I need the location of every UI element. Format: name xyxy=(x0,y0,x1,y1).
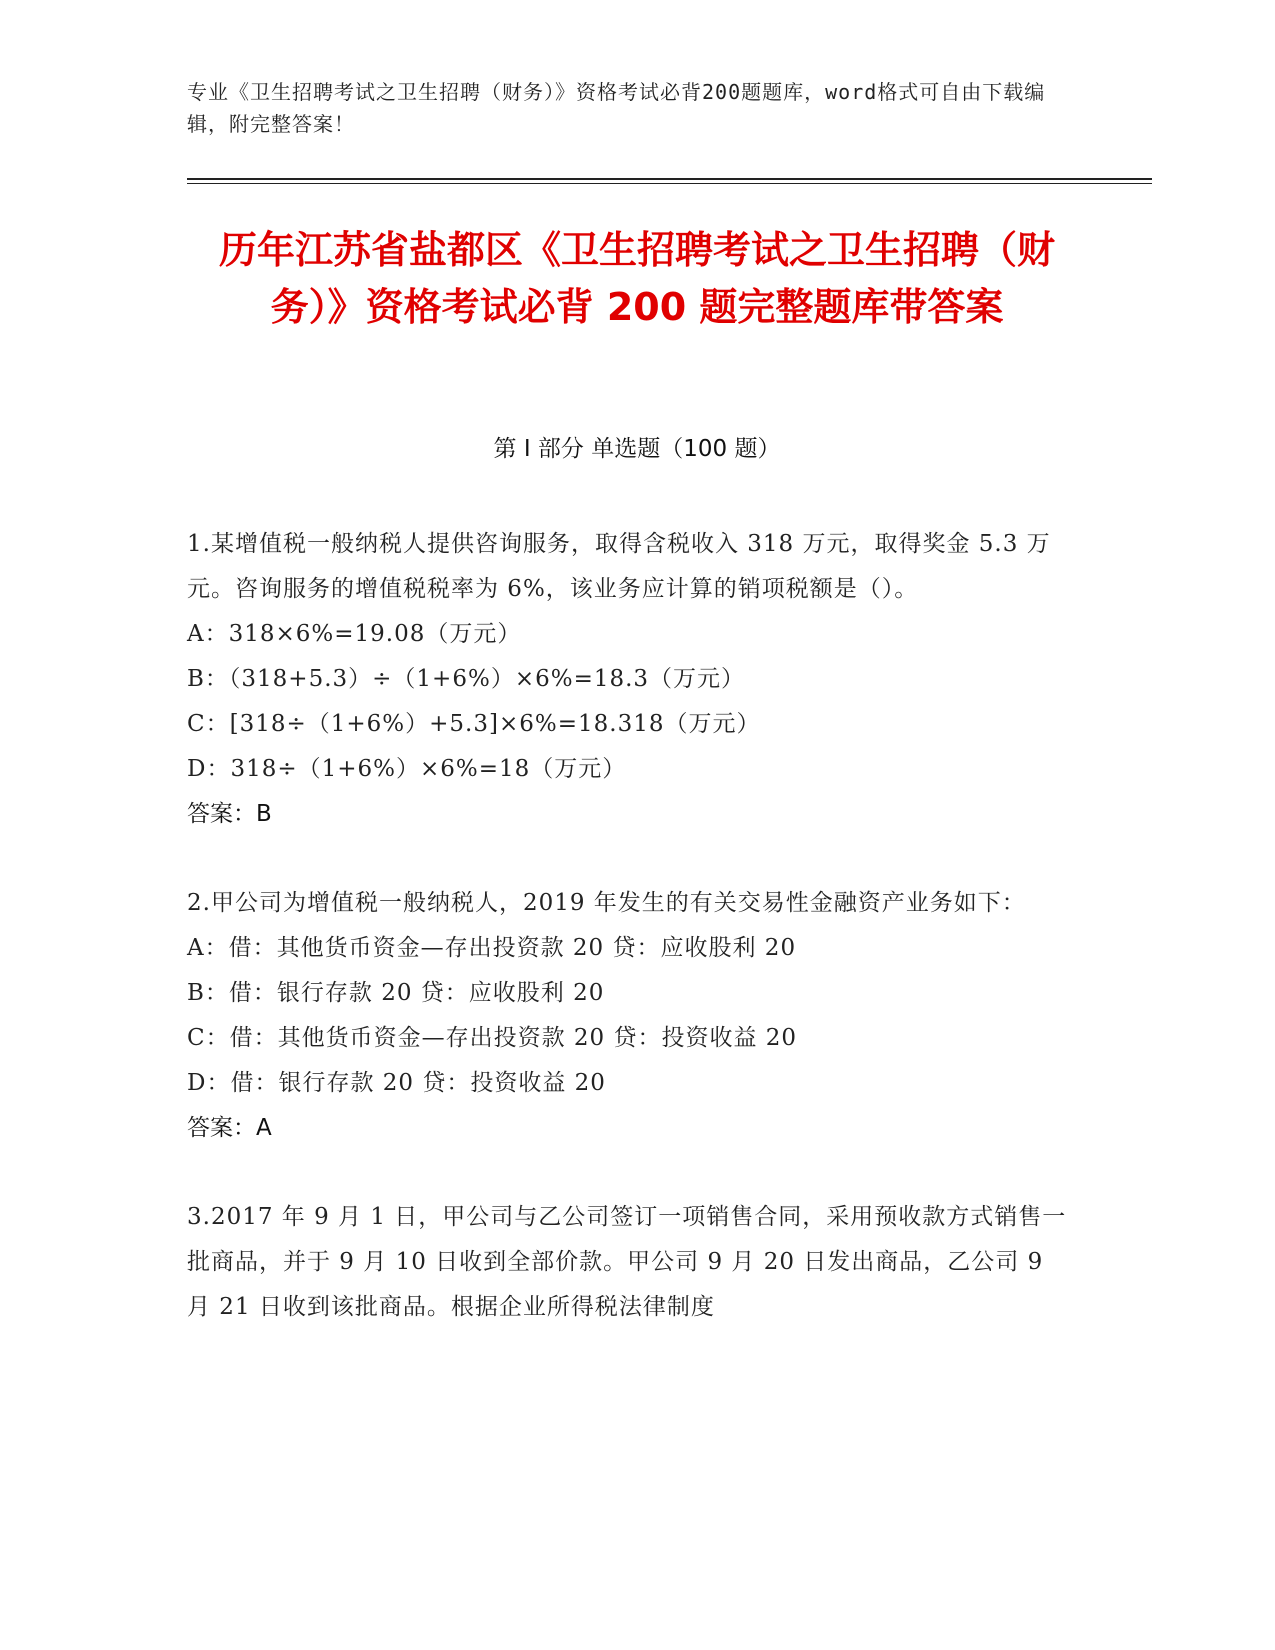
option-d: D：318÷（1+6%）×6%=18（万元） xyxy=(187,756,627,782)
header-divider-thin xyxy=(187,183,1152,184)
option-b: B：借：银行存款 20 贷：应收股利 20 xyxy=(187,980,605,1006)
header-divider-thick xyxy=(187,178,1152,180)
answer: 答案：A xyxy=(187,1115,272,1141)
question-3 xyxy=(187,1195,1067,1330)
question-2 xyxy=(187,881,1067,1151)
option-c: C：借：其他货币资金—存出投资款 20 贷：投资收益 20 xyxy=(187,1025,798,1051)
question-list xyxy=(187,522,1067,1374)
answer: 答案：B xyxy=(187,801,272,827)
question-stem: 3.2017 年 9 月 1 日，甲公司与乙公司签订一项销售合同，采用预收款方式销售一批商品，并于 9 月 10 日收到全部价款。甲公司 9 月 20 日发出商品，乙公司 9 月 21 日收到该批商品。根据企业所得税法律制度 xyxy=(187,1204,1067,1320)
option-b: B：（318+5.3）÷（1+6%）×6%=18.3（万元） xyxy=(187,666,746,692)
question-1 xyxy=(187,522,1067,837)
option-a: A：借：其他货币资金—存出投资款 20 贷：应收股利 20 xyxy=(187,935,797,961)
question-stem: 1.某增值税一般纳税人提供咨询服务，取得含税收入 318 万元，取得奖金 5.3 万元。咨询服务的增值税税率为 6%，该业务应计算的销项税额是（）。 xyxy=(187,531,1051,602)
question-stem: 2.甲公司为增值税一般纳税人，2019 年发生的有关交易性金融资产业务如下： xyxy=(187,890,1026,916)
option-a: A：318×6%=19.08（万元） xyxy=(187,621,522,647)
header-note: 专业《卫生招聘考试之卫生招聘（财务）》资格考试必背200题题库，word格式可自由下载编辑，附完整答案！ xyxy=(187,80,1046,136)
option-c: C：[318÷（1+6%）+5.3]×6%=18.318（万元） xyxy=(187,711,761,737)
document-title: 历年江苏省盐都区《卫生招聘考试之卫生招聘（财务）》资格考试必背 200 题完整题库带答案 xyxy=(218,228,1055,329)
section-title: 第 I 部分 单选题（100 题） xyxy=(493,436,781,462)
option-d: D：借：银行存款 20 贷：投资收益 20 xyxy=(187,1070,606,1096)
